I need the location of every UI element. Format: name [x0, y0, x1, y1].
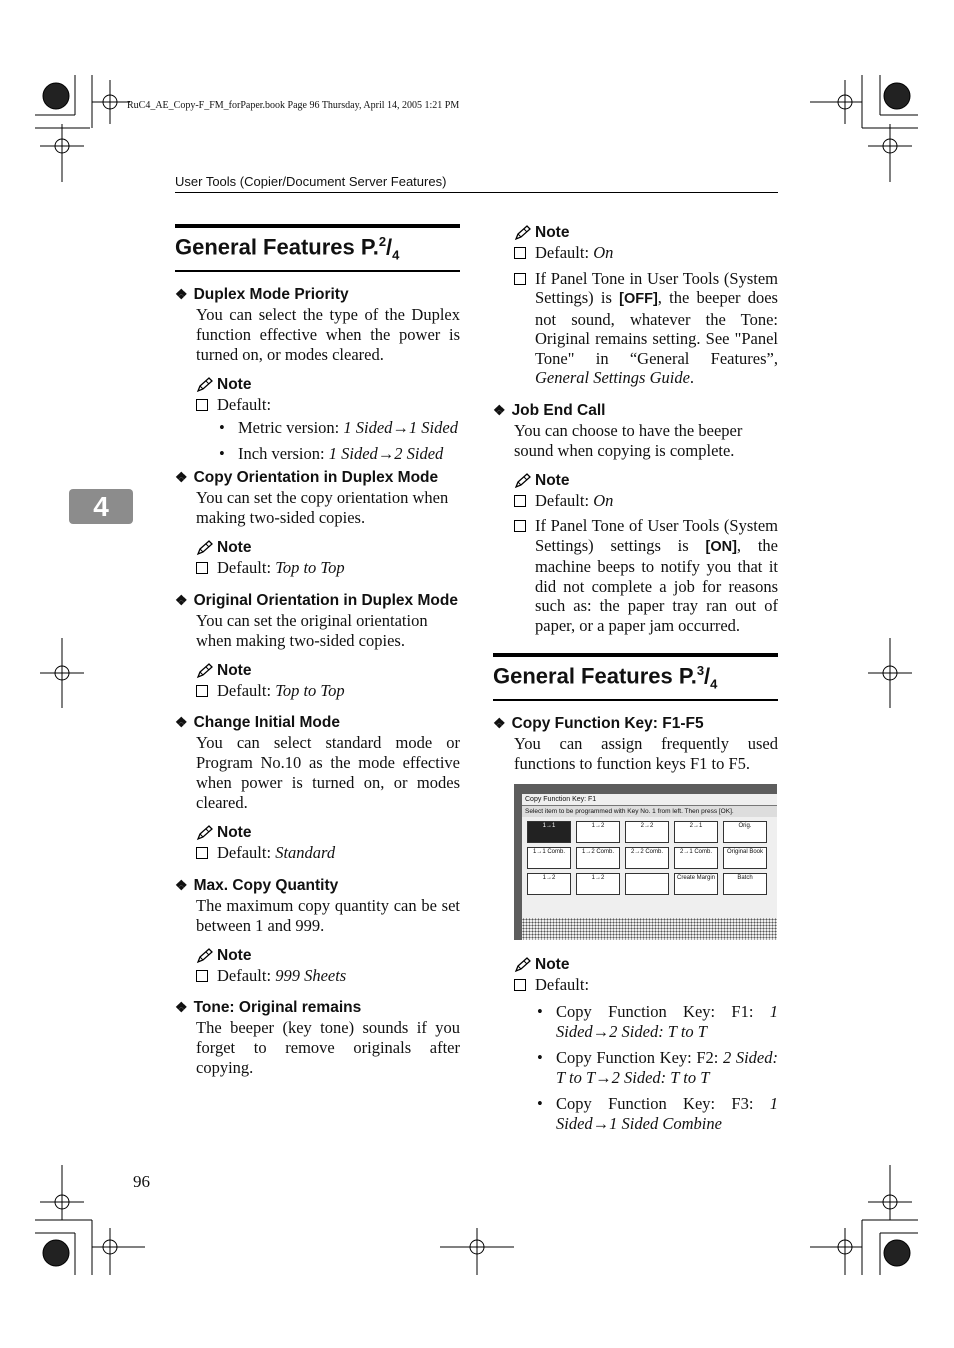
- header-rule: [175, 192, 778, 193]
- bullet-text: Copy Function Key: F2:: [556, 1048, 723, 1068]
- note-block: [196, 539, 460, 578]
- feature-max-copy-quantity: [175, 877, 460, 986]
- feature-description: You can assign frequently used functions to function keys F1 to F5.: [514, 733, 778, 773]
- note-label: Note: [217, 824, 252, 842]
- checkbox-bullet-icon: [514, 495, 526, 507]
- pencil-note-icon: [514, 473, 532, 489]
- default-label: Default:: [217, 394, 272, 414]
- note-block: [514, 956, 778, 1134]
- note-label: Note: [535, 224, 570, 241]
- feature-title-text: Copy Function Key: F1-F5: [511, 714, 704, 732]
- note-heading: [196, 824, 460, 842]
- feature-change-initial-mode: [175, 714, 460, 863]
- note-heading: [196, 662, 460, 680]
- section-page-sub: 4: [392, 247, 400, 263]
- screen-key: 2→1: [674, 821, 718, 843]
- note-item: [196, 681, 460, 701]
- key-label: [OFF]: [619, 291, 658, 307]
- default-label: Default:: [535, 243, 594, 262]
- checkbox-bullet-icon: [196, 970, 208, 982]
- feature-description: The maximum copy quantity can be set between 1 and 999.: [196, 895, 460, 935]
- section-title-p2: [175, 224, 460, 272]
- checkbox-bullet-icon: [514, 979, 526, 991]
- note-item: [196, 966, 460, 986]
- diamond-bullet-icon: ❖: [175, 591, 188, 608]
- section-title-p3: [493, 653, 778, 701]
- bullet-value: 1 Sided→1 Sided Combine: [556, 1094, 778, 1133]
- screen-key: 1→2: [576, 821, 620, 843]
- note-heading: [196, 539, 460, 557]
- screen-key-grid: [522, 817, 777, 899]
- feature-title: [175, 469, 460, 487]
- section-page-sub: 4: [710, 676, 718, 692]
- feature-title: [175, 999, 460, 1017]
- default-label: Default:: [217, 680, 276, 700]
- print-metadata: RuC4_AE_Copy-F_FM_forPaper.book Page 96 Thursday, April 14, 2005 1:21 PM: [127, 100, 460, 111]
- pencil-note-icon: [514, 225, 532, 241]
- feature-title-text: Duplex Mode Priority: [193, 285, 349, 303]
- checkbox-bullet-icon: [196, 685, 208, 697]
- feature-title: [175, 877, 460, 895]
- checkbox-bullet-icon: [196, 399, 208, 411]
- reference-title: General Settings Guide: [535, 368, 690, 387]
- checkbox-bullet-icon: [514, 247, 526, 259]
- diamond-bullet-icon: ❖: [175, 876, 188, 893]
- pencil-note-icon: [514, 957, 532, 973]
- feature-title: [493, 402, 778, 420]
- note-block: [514, 224, 778, 388]
- feature-copy-orientation: [175, 469, 460, 578]
- note-heading: [196, 947, 460, 965]
- note-text: .: [689, 368, 695, 387]
- function-key-screenshot: [514, 784, 777, 940]
- screen-panel: [522, 794, 777, 940]
- feature-description: You can choose to have the beeper sound when copying is complete.: [514, 420, 743, 460]
- note-text: , the beeper does not sound, whatever the Tone: Original remains setting. See "Panel Tone" in “General Features”,: [535, 288, 778, 368]
- note-label: Note: [535, 471, 570, 489]
- bullet-text: Copy Function Key: F1:: [556, 1002, 770, 1022]
- feature-title-text: Copy Orientation in Duplex Mode: [193, 469, 439, 487]
- feature-title: [175, 592, 460, 610]
- default-value: Top to Top: [275, 680, 345, 700]
- running-header: User Tools (Copier/Document Server Features): [175, 174, 447, 189]
- note-heading: [514, 472, 778, 490]
- default-value: On: [593, 243, 614, 262]
- section-slash: /: [386, 234, 393, 260]
- bullet-value: 1 Sided→2 Sided: T to T: [556, 1002, 778, 1041]
- diamond-bullet-icon: ❖: [493, 401, 506, 418]
- list-item: [535, 1048, 778, 1087]
- default-values-list: [535, 1002, 778, 1133]
- section-page-sup: 2: [378, 234, 387, 249]
- diamond-bullet-icon: ❖: [175, 999, 188, 1016]
- note-item: [196, 843, 460, 863]
- note-label: Note: [217, 539, 252, 557]
- note-text: If Panel Tone in User Tools (System Settings) is: [535, 268, 778, 307]
- diamond-bullet-icon: ❖: [175, 714, 188, 731]
- screen-key: 2→2: [625, 821, 669, 843]
- pencil-note-icon: [196, 540, 214, 556]
- note-item: [514, 975, 778, 995]
- note-item: [196, 395, 460, 415]
- feature-title: [175, 714, 460, 732]
- list-item: [217, 418, 460, 438]
- bullet-value: 1 Sided→1 Sided: [343, 418, 458, 438]
- list-item: [535, 1094, 778, 1133]
- screen-key: 1→1: [527, 821, 571, 843]
- note-item: [514, 269, 778, 388]
- default-value: Standard: [275, 843, 336, 863]
- pencil-note-icon: [196, 825, 214, 841]
- default-value: On: [593, 490, 614, 510]
- diamond-bullet-icon: ❖: [175, 469, 188, 486]
- note-item: [514, 516, 778, 635]
- note-block: [196, 947, 460, 986]
- screen-key: 2→1 Comb.: [674, 847, 718, 869]
- note-label: Note: [217, 375, 252, 393]
- key-label: [ON]: [705, 538, 737, 555]
- feature-description: You can set the original orientation when making two-sided copies.: [196, 610, 428, 650]
- note-text: If Panel Tone of User Tools (System Settings) settings is: [535, 516, 778, 555]
- feature-duplex-mode-priority: [175, 286, 460, 464]
- section-slash: /: [704, 663, 711, 689]
- default-label: Default:: [535, 490, 594, 510]
- feature-tone-original-remains: [175, 999, 460, 1078]
- pencil-note-icon: [196, 948, 214, 964]
- feature-original-orientation: [175, 592, 460, 701]
- note-label: Note: [535, 955, 570, 973]
- default-label: Default:: [217, 843, 276, 863]
- right-column: [493, 224, 778, 1139]
- default-label: Default:: [217, 558, 276, 578]
- default-values-list: [217, 418, 460, 463]
- note-block: [196, 376, 460, 464]
- section-title-text: General Features P.: [493, 663, 697, 689]
- screen-key: 2→2 Comb.: [625, 847, 669, 869]
- checkbox-bullet-icon: [196, 847, 208, 859]
- note-heading: [514, 224, 778, 242]
- note-heading: [514, 956, 778, 974]
- feature-title-text: Tone: Original remains: [193, 999, 362, 1017]
- note-block: [196, 662, 460, 701]
- section-title-text: General Features P.: [175, 234, 379, 260]
- screen-key: Create Margin: [674, 873, 718, 895]
- screen-key: [625, 873, 669, 895]
- pencil-note-icon: [196, 663, 214, 679]
- screen-key: 1→2 Comb.: [576, 847, 620, 869]
- checkbox-bullet-icon: [514, 273, 526, 285]
- pencil-note-icon: [196, 377, 214, 393]
- note-item: [514, 491, 778, 511]
- default-label: Default:: [217, 965, 276, 985]
- note-label: Note: [217, 661, 252, 679]
- note-item: [514, 243, 778, 263]
- note-block: [196, 824, 460, 863]
- feature-description: The beeper (key tone) sounds if you forget to remove originals after copying.: [196, 1018, 460, 1078]
- bullet-value: 1 Sided→2 Sided: [328, 443, 444, 463]
- diamond-bullet-icon: ❖: [493, 714, 506, 731]
- feature-title-text: Change Initial Mode: [193, 714, 340, 732]
- note-item: [196, 558, 460, 578]
- feature-description: You can select standard mode or Program No.10 as the mode effective when power is turned on, or modes cleared.: [196, 733, 460, 813]
- bullet-text: Metric version:: [238, 418, 344, 438]
- note-text: , the machine beeps to notify you that it did not complete a job for reasons such as: the paper tray ran out of paper, or a paper jam occurred.: [535, 535, 778, 635]
- checkbox-bullet-icon: [514, 520, 526, 532]
- diamond-bullet-icon: ❖: [175, 285, 188, 302]
- feature-title-text: Job End Call: [511, 401, 606, 419]
- list-item: [535, 1002, 778, 1041]
- screen-title: Copy Function Key: F1: [522, 794, 777, 806]
- default-value: 999 Sheets: [275, 965, 347, 985]
- bullet-text: Inch version:: [238, 443, 329, 463]
- screen-key: Batch: [723, 873, 767, 895]
- screen-instruction: Select item to be programmed with Key No. 1 from left. Then press [OK].: [522, 806, 777, 817]
- feature-title-text: Original Orientation in Duplex Mode: [193, 591, 458, 609]
- feature-description: You can set the copy orientation when making two-sided copies.: [196, 488, 449, 528]
- screen-key: 1→1 Comb.: [527, 847, 571, 869]
- note-block: [514, 472, 778, 636]
- feature-title-text: Max. Copy Quantity: [193, 876, 339, 894]
- feature-description: You can select the type of the Duplex function effective when the power is turned on, or modes cleared.: [196, 304, 460, 364]
- screen-key: Original Book: [723, 847, 767, 869]
- checkbox-bullet-icon: [196, 562, 208, 574]
- screen-key: Orig.: [723, 821, 767, 843]
- screen-key: 1→2: [527, 873, 571, 895]
- note-heading: [196, 376, 460, 394]
- list-item: [217, 444, 460, 464]
- bullet-value: 2 Sided: T to T→2 Sided: T to T: [556, 1048, 779, 1087]
- feature-title: [175, 286, 460, 304]
- bullet-text: Copy Function Key: F3:: [556, 1094, 770, 1114]
- feature-job-end-call: [493, 402, 778, 636]
- feature-title: [493, 715, 778, 733]
- feature-copy-function-key: [493, 715, 778, 1134]
- left-column: [175, 224, 460, 1078]
- section-page-sup: 3: [696, 663, 705, 678]
- chapter-tab: 4: [69, 489, 133, 524]
- default-label: Default:: [535, 974, 590, 994]
- screen-dotted-area: [522, 918, 777, 940]
- page-number: 96: [133, 1172, 150, 1191]
- note-label: Note: [217, 946, 252, 964]
- default-value: Top to Top: [275, 558, 345, 578]
- screen-key: 1→2: [576, 873, 620, 895]
